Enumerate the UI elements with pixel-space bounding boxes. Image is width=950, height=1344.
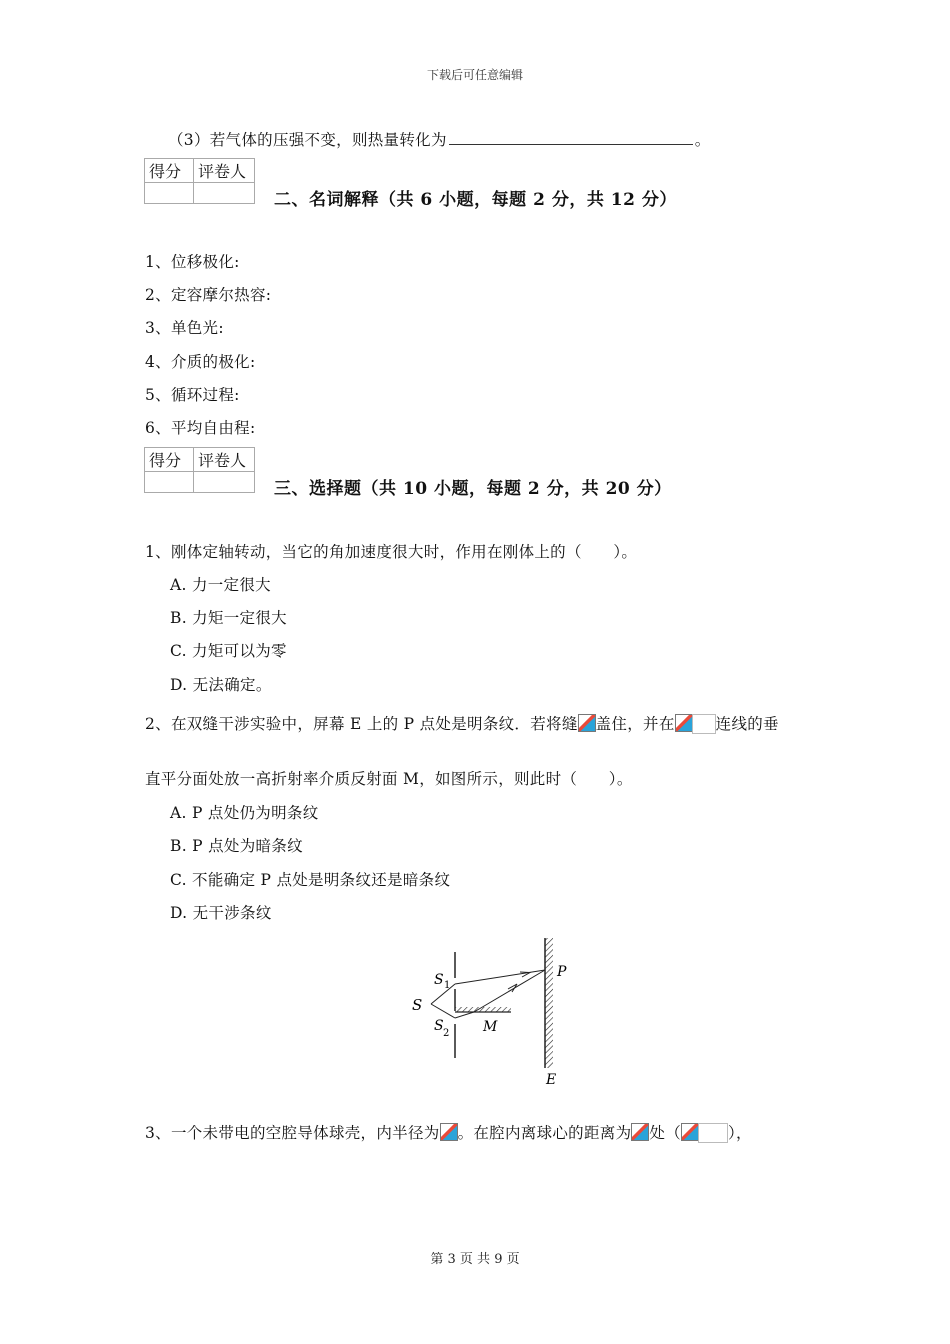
ray-s2-m — [455, 1012, 474, 1018]
label-s2-sub: 2 — [443, 1028, 450, 1039]
q2-option-a[interactable]: A. P 点处仍为明条纹 — [170, 804, 319, 822]
term-item: 1、位移极化: — [145, 253, 240, 271]
arrow-head — [520, 972, 530, 977]
broken-image-icon — [675, 714, 716, 736]
section-3-title: 三、选择题（共 10 小题，每题 2 分，共 20 分） — [274, 479, 672, 499]
question-end: 。 — [694, 131, 711, 149]
q1-option-d[interactable]: D. 无法确定。 — [170, 676, 272, 694]
q2-option-c[interactable]: C. 不能确定 P 点处是明条纹还是暗条纹 — [170, 871, 451, 889]
q2-stem-part: 盖住，并在 — [595, 715, 675, 733]
q3-stem-part: 处（ — [649, 1124, 681, 1142]
page-header: 下载后可任意编辑 — [426, 68, 523, 82]
q2-option-b[interactable]: B. P 点处为暗条纹 — [170, 837, 303, 855]
grader-label: 评卷人 — [194, 159, 255, 183]
page-footer: 第 3 页 共 9 页 — [430, 1252, 520, 1267]
score-cell[interactable] — [145, 472, 194, 493]
answer-blank[interactable] — [449, 130, 693, 145]
score-cell[interactable] — [145, 183, 194, 204]
term-item: 4、介质的极化: — [145, 353, 256, 371]
q1-option-a[interactable]: A. 力一定很大 — [170, 576, 271, 594]
q2-stem-part: 连线的垂 — [715, 715, 779, 733]
broken-image-icon — [631, 1123, 649, 1145]
mirror-hatch — [455, 1007, 511, 1012]
section-2-title: 二、名词解释（共 6 小题，每题 2 分，共 12 分） — [274, 190, 677, 210]
score-label: 得分 — [145, 159, 194, 183]
q2-stem-part: 2、在双缝干涉实验中，屏幕 E 上的 P 点处是明条纹．若将缝 — [145, 715, 578, 733]
q1-stem: 1、刚体定轴转动，当它的角加速度很大时，作用在刚体上的（ ）。 — [145, 543, 638, 561]
term-item: 6、平均自由程: — [145, 419, 256, 437]
q2-option-d[interactable]: D. 无干涉条纹 — [170, 904, 272, 922]
label-m: M — [483, 1019, 498, 1035]
q3-stem-part: 3、一个未带电的空腔导体球壳，内半径为 — [145, 1124, 440, 1142]
score-label: 得分 — [145, 448, 194, 472]
term-item: 5、循环过程: — [145, 386, 240, 404]
q3-stem-part: 。在腔内离球心的距离为 — [457, 1124, 632, 1142]
score-table — [144, 447, 255, 493]
q3-stem-part: ）， — [728, 1124, 752, 1142]
q2-stem-line1 — [145, 712, 779, 736]
question-text: （3）若气体的压强不变，则热量转化为 — [168, 131, 447, 149]
label-s: S — [412, 996, 423, 1014]
term-item: 3、单色光: — [145, 319, 224, 337]
grader-label: 评卷人 — [194, 448, 255, 472]
broken-image-icon — [440, 1123, 458, 1145]
broken-image-icon — [681, 1123, 728, 1145]
label-e: E — [546, 1072, 557, 1088]
previous-question-3 — [168, 128, 711, 150]
ray-s-s2 — [431, 1004, 455, 1018]
grader-cell[interactable] — [194, 472, 255, 493]
q2-stem-line2: 直平分面处放一高折射率介质反射面 M，如图所示，则此时（ ）。 — [145, 770, 633, 788]
grader-cell[interactable] — [194, 183, 255, 204]
label-s1-sub: 1 — [444, 980, 451, 991]
screen-hatch — [545, 938, 553, 1068]
label-s1: S — [434, 972, 444, 988]
q1-option-c[interactable]: C. 力矩可以为零 — [170, 642, 287, 660]
q1-option-b[interactable]: B. 力矩一定很大 — [170, 609, 287, 627]
broken-image-icon — [578, 714, 596, 736]
ray-m-p — [474, 970, 545, 1012]
q3-stem — [145, 1121, 752, 1145]
score-table — [144, 158, 255, 204]
label-p: P — [557, 964, 567, 980]
label-s2: S — [434, 1018, 444, 1034]
term-item: 2、定容摩尔热容: — [145, 286, 272, 304]
double-slit-diagram — [404, 934, 584, 1090]
